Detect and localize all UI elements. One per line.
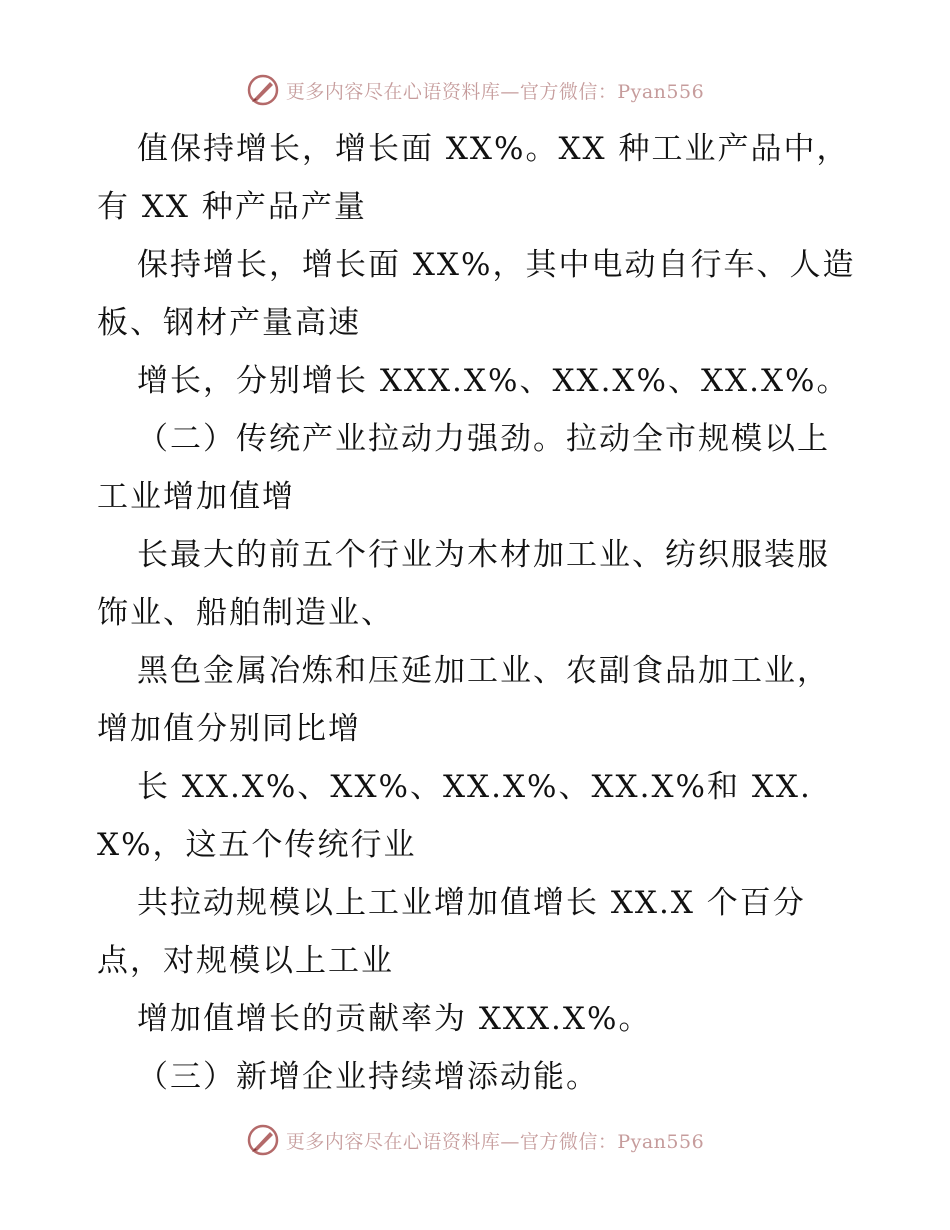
- paragraph: 保持增长，增长面 XX%，其中电动自行车、人造板、钢材产量高速: [97, 247, 856, 341]
- paragraph: 长 XX.X%、XX%、XX.X%、XX.X%和 XX.X%，这五个传统行业: [97, 769, 812, 863]
- paragraph: 共拉动规模以上工业增加值增长 XX.X 个百分点，对规模以上工业: [97, 885, 806, 979]
- quill-pen-circle-icon: [246, 1123, 280, 1157]
- document-body: [97, 120, 857, 1106]
- paragraph: 黑色金属冶炼和压延加工业、农副食品加工业，增加值分别同比增: [97, 653, 830, 747]
- section-heading-3: （三）新增企业持续增添动能。: [137, 1059, 599, 1095]
- watermark-footer: [0, 1120, 950, 1160]
- paragraph: 值保持增长，增长面 XX%。XX 种工业产品中，有 XX 种产品产量: [97, 131, 850, 225]
- watermark-header: [0, 70, 950, 110]
- quill-pen-circle-icon: [246, 73, 280, 107]
- section-heading-2: （二）传统产业拉动力强劲。拉动全市规模以上工业增加值增: [97, 421, 830, 515]
- paragraph: 增长，分别增长 XXX.X%、XX.X%、XX.X%。: [137, 363, 850, 399]
- watermark-text: 更多内容尽在心语资料库—官方微信：Pyan556: [285, 1130, 705, 1153]
- watermark-text: 更多内容尽在心语资料库—官方微信：Pyan556: [285, 80, 705, 103]
- paragraph: 增加值增长的贡献率为 XXX.X%。: [137, 1001, 652, 1037]
- paragraph: 长最大的前五个行业为木材加工业、纺织服装服饰业、船舶制造业、: [97, 537, 830, 631]
